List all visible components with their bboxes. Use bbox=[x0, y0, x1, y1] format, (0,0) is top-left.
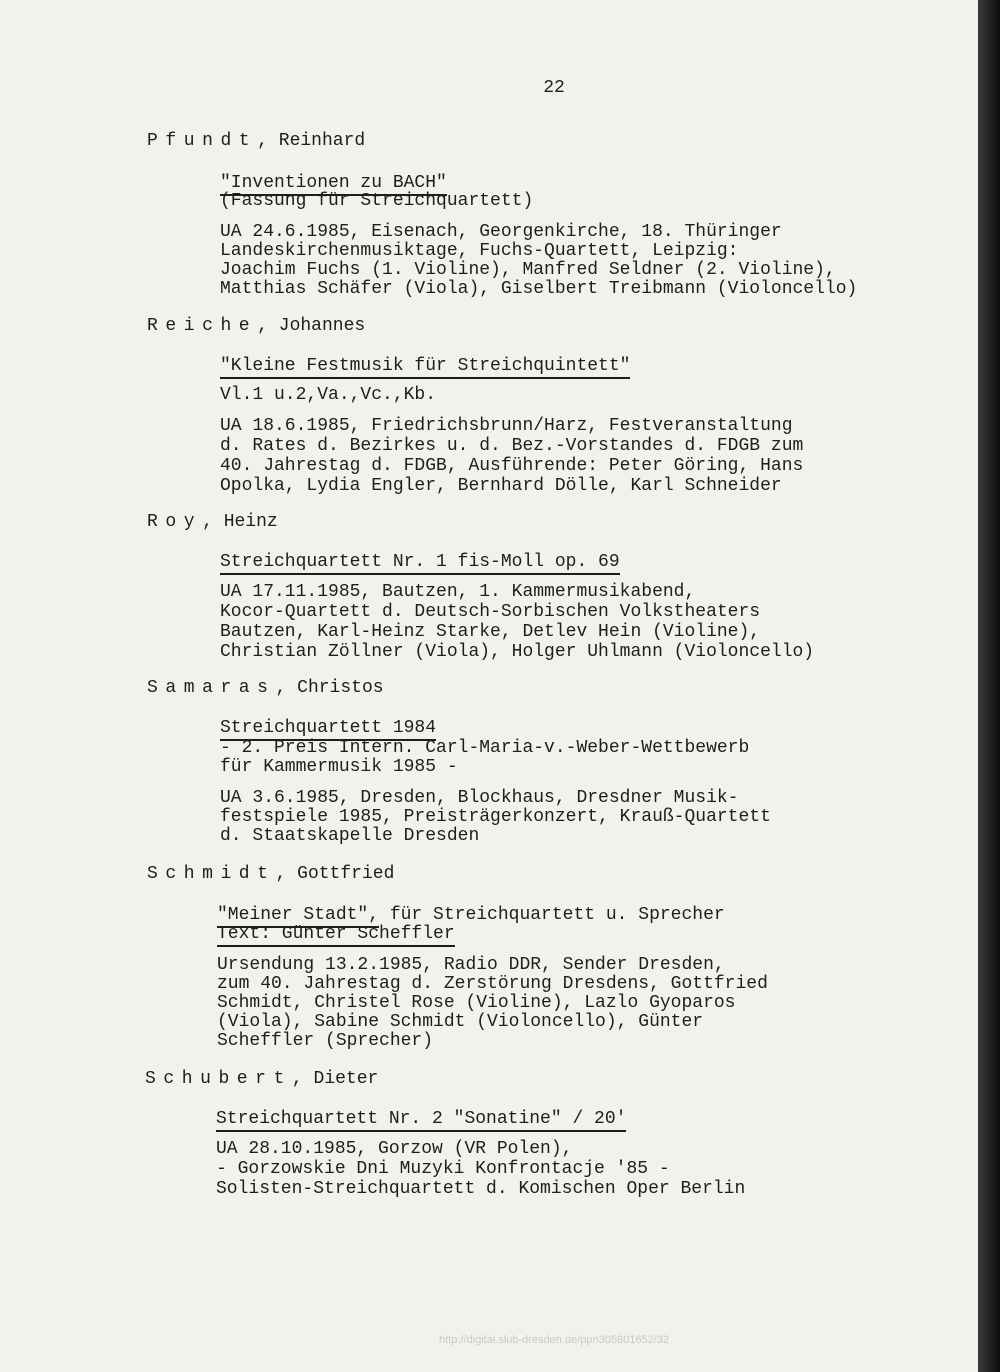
performance-line: UA 28.10.1985, Gorzow (VR Polen), bbox=[216, 1139, 573, 1159]
performance-line: Schmidt, Christel Rose (Violine), Lazlo Gyoparos bbox=[217, 993, 736, 1013]
performance-line: UA 18.6.1985, Friedrichsbrunn/Harz, Festveranstaltung bbox=[220, 416, 793, 436]
performance-line: zum 40. Jahrestag d. Zerstörung Dresdens, Gottfried bbox=[217, 974, 768, 994]
performance-line: Scheffler (Sprecher) bbox=[217, 1031, 434, 1051]
work-title: "Kleine Festmusik für Streichquintett" bbox=[220, 357, 630, 375]
work-title: Streichquartett Nr. 1 fis-Moll op. 69 bbox=[220, 553, 620, 571]
performance-line: Joachim Fuchs (1. Violine), Manfred Seldner (2. Violine), bbox=[220, 260, 836, 280]
scan-edge bbox=[978, 0, 1000, 1372]
composer-name: Schmidt, Gottfried bbox=[147, 864, 395, 884]
work-title: "Meiner Stadt", für Streichquartett u. Sprecher bbox=[217, 906, 725, 924]
performance-line: d. Rates d. Bezirkes u. d. Bez.-Vorstandes d. FDGB zum bbox=[220, 436, 804, 456]
performance-line: UA 17.11.1985, Bautzen, 1. Kammermusikabend, bbox=[220, 582, 696, 602]
performance-line: UA 24.6.1985, Eisenach, Georgenkirche, 18. Thüringer bbox=[220, 222, 782, 242]
performance-line: festspiele 1985, Preisträgerkonzert, Krauß-Quartett bbox=[220, 807, 771, 827]
source-url: http://digital.slub-dresden.de/ppn305801652/32 bbox=[439, 1334, 669, 1346]
composer-name: Pfundt, Reinhard bbox=[147, 131, 366, 151]
performance-line: UA 3.6.1985, Dresden, Blockhaus, Dresdner Musik- bbox=[220, 788, 739, 808]
text-author: Text: Günter Scheffler bbox=[217, 925, 455, 943]
performance-line: Landeskirchenmusiktage, Fuchs-Quartett, Leipzig: bbox=[220, 241, 739, 261]
prize-note: - 2. Preis Intern. Carl-Maria-v.-Weber-Wettbewerb bbox=[220, 738, 750, 758]
performance-line: Opolka, Lydia Engler, Bernhard Dölle, Karl Schneider bbox=[220, 476, 782, 496]
performance-line: Kocor-Quartett d. Deutsch-Sorbischen Volkstheaters bbox=[220, 602, 761, 622]
performance-line: Ursendung 13.2.1985, Radio DDR, Sender Dresden, bbox=[217, 955, 725, 975]
composer-name: Schubert, Dieter bbox=[145, 1069, 379, 1089]
composer-name: Samaras, Christos bbox=[147, 678, 384, 698]
composer-name: Reiche, Johannes bbox=[147, 316, 366, 336]
work-title: "Inventionen zu BACH" bbox=[220, 174, 447, 192]
work-subtitle: (Fassung für Streichquartett) bbox=[220, 191, 534, 211]
performance-line: Christian Zöllner (Viola), Holger Uhlmann (Violoncello) bbox=[220, 642, 815, 662]
page-number: 22 bbox=[543, 78, 565, 98]
performance-line: Solisten-Streichquartett d. Komischen Oper Berlin bbox=[216, 1179, 746, 1199]
work-instrumentation: Vl.1 u.2,Va.,Vc.,Kb. bbox=[220, 385, 437, 405]
performance-line: 40. Jahrestag d. FDGB, Ausführende: Peter Göring, Hans bbox=[220, 456, 804, 476]
work-title: Streichquartett 1984 bbox=[220, 719, 436, 737]
performance-line: (Viola), Sabine Schmidt (Violoncello), Günter bbox=[217, 1012, 704, 1032]
performance-line: - Gorzowskie Dni Muzyki Konfrontacje '85 - bbox=[216, 1159, 670, 1179]
performance-line: Bautzen, Karl-Heinz Starke, Detlev Hein (Violine), bbox=[220, 622, 761, 642]
composer-name: Roy, Heinz bbox=[147, 512, 278, 532]
prize-note: für Kammermusik 1985 - bbox=[220, 757, 458, 777]
performance-line: d. Staatskapelle Dresden bbox=[220, 826, 480, 846]
work-title: Streichquartett Nr. 2 "Sonatine" / 20' bbox=[216, 1110, 626, 1128]
performance-line: Matthias Schäfer (Viola), Giselbert Treibmann (Violoncello) bbox=[220, 279, 858, 299]
